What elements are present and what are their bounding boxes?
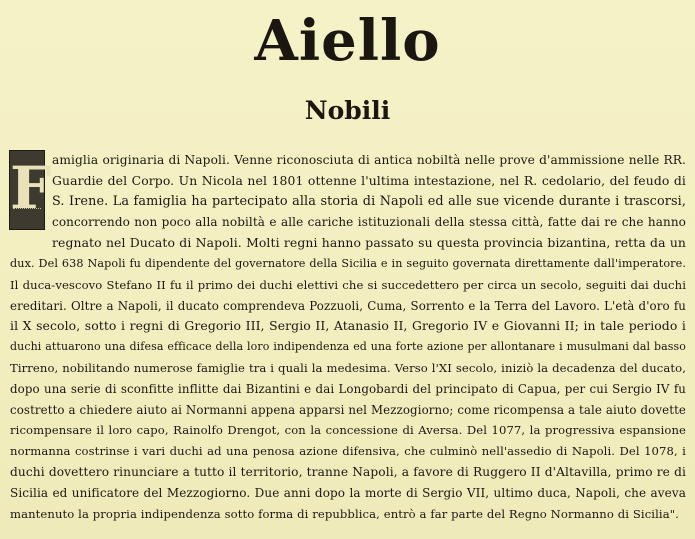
text-line: Tirreno, nobilitando numerose famiglie tra i quali la medesima. Verso l'XI secolo, iniziò la decadenza del ducato, xyxy=(10,361,686,375)
text-line: il X secolo, sotto i regni di Gregorio III, Sergio II, Atanasio II, Gregorio IV e Giovanni II; in tale periodo i xyxy=(10,318,686,334)
text-line: S. Irene. La famiglia ha partecipato alla storia di Napoli ed alle sue vicende durante i trascorsi, xyxy=(52,193,686,209)
text-line: Guardie del Corpo. Un Nicola nel 1801 ottenne l'ultima intestazione, nel R. cedolario, del feudo di xyxy=(52,172,686,188)
text-line: Il duca-vescovo Stefano II fu il primo dei duchi elettivi che si succedettero per circa un secolo, seguiti dai duchi xyxy=(10,277,686,292)
text-line: ricompensare il loro capo, Rainolfo Drengot, con la concessione di Aversa. Del 1077, la progressiva espansione xyxy=(10,423,686,438)
text-line: duchi dovettero rinunciare a tutto il territorio, tranne Napoli, a favore di Ruggero II d'Altavilla, primo re di xyxy=(10,465,686,479)
text-line: ereditari. Oltre a Napoli, il ducato comprendeva Pozzuoli, Cuma, Sorrento e la Terra del Lavoro. L'età d'oro fu xyxy=(10,298,686,313)
illuminated-initial xyxy=(9,150,52,230)
text-line: concorrendo non poco alla nobiltà e alle cariche istituzionali della stessa città, fatte dai re che hanno xyxy=(52,215,686,230)
text-line: costretto a chiedere aiuto ai Normanni appena apparsi nel Mezzogiorno; come ricompensa a tale aiuto dovette xyxy=(10,402,686,417)
text-line: duchi attuarono una difesa efficace della loro indipendenza ed una forte azione per allontanare i musulmani dal basso xyxy=(10,340,686,354)
text-line: dopo una serie di sconfitte inflitte dai Bizantini e dai Longobardi del principato di Capua, per cui Sergio IV fu xyxy=(10,381,686,396)
text-line: mantenuto la propria indipendenza sotto forma di repubblica, entrò a far parte del Regno Normanno di Sicilia". xyxy=(10,506,679,521)
drop-cap-letter: F xyxy=(10,154,52,222)
text-line: amiglia originaria di Napoli. Venne riconosciuta di antica nobiltà nelle prove d'ammissione nelle RR. xyxy=(52,153,686,167)
text-line: Sicilia ed unificatore del Mezzogiorno. Due anni dopo la morte di Sergio VII, ultimo duca, Napoli, che aveva xyxy=(10,485,686,500)
page-subtitle: Nobili xyxy=(304,96,391,125)
page-title: Aiello xyxy=(254,8,441,74)
text-line: regnato nel Ducato di Napoli. Molti regni hanno passato su questa provincia bizantina, retta da un xyxy=(52,235,686,251)
text-line: normanna costrinse i vari duchi ad una penosa azione difensiva, che culminò nell'assedio di Napoli. Del 1078, i xyxy=(10,444,686,459)
ornament-decoration xyxy=(13,208,41,225)
text-line: dux. Del 638 Napoli fu dipendente del governatore della Sicilia e in seguito governata direttamente dall'imperatore. xyxy=(10,257,686,270)
